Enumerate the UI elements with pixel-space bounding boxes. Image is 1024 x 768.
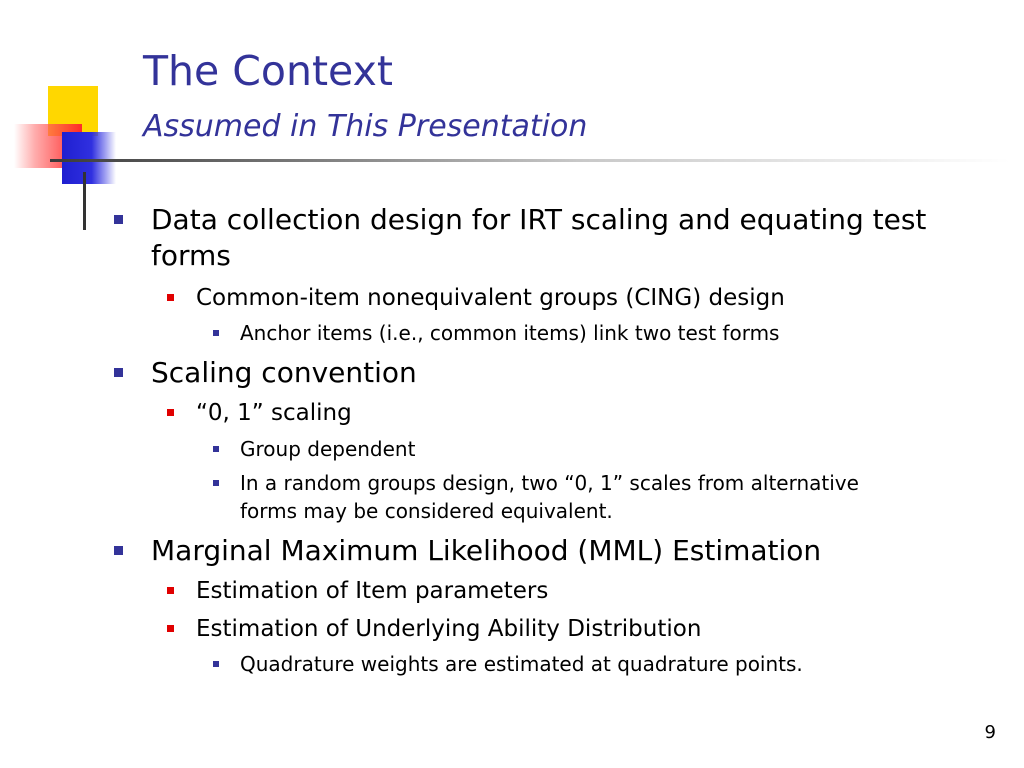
sub-sub-bullet-item <box>240 320 779 346</box>
sub-bullet-item <box>196 576 548 606</box>
sub-bullet-item <box>196 398 352 428</box>
sub-bullet-marker-icon <box>167 294 174 301</box>
sub-bullet-text: Estimation of Underlying Ability Distribution <box>196 616 702 642</box>
title-divider-line <box>50 159 1010 162</box>
slide-title: The Context <box>143 47 393 95</box>
bullet-item <box>151 355 417 391</box>
bullet-text: Scaling convention <box>151 356 417 389</box>
bullet-text: Data collection design for IRT scaling and equating test <box>151 203 927 236</box>
bullet-marker-icon <box>114 368 123 377</box>
bullet-item-continuation <box>151 238 231 274</box>
sub-sub-bullet-text: Anchor items (i.e., common items) link two test forms <box>240 321 780 345</box>
sub-sub-bullet-item <box>240 470 859 496</box>
sub-sub-bullet-text: forms may be considered equivalent. <box>240 499 613 523</box>
bullet-item <box>151 533 821 569</box>
sub-sub-bullet-item <box>240 436 415 462</box>
sub-sub-bullet-continuation <box>240 498 613 524</box>
sub-sub-bullet-marker-icon <box>213 330 219 336</box>
slide-subtitle: Assumed in This Presentation <box>143 109 588 144</box>
sub-bullet-text: Estimation of Item parameters <box>196 578 549 604</box>
bullet-text: Marginal Maximum Likelihood (MML) Estimation <box>151 534 822 567</box>
sub-bullet-marker-icon <box>167 409 174 416</box>
sub-bullet-item <box>196 283 785 313</box>
bullet-text: forms <box>151 239 231 272</box>
sub-sub-bullet-marker-icon <box>213 661 219 667</box>
sub-bullet-item <box>196 614 701 644</box>
sub-bullet-marker-icon <box>167 587 174 594</box>
sub-sub-bullet-item <box>240 651 803 677</box>
bullet-item <box>151 202 926 238</box>
page-number: 9 <box>984 722 996 743</box>
bullet-marker-icon <box>114 546 123 555</box>
logo-vertical-line <box>83 172 86 230</box>
sub-sub-bullet-marker-icon <box>213 480 219 486</box>
sub-sub-bullet-text: In a random groups design, two “0, 1” scales from alternative <box>240 471 859 495</box>
logo-blue-square <box>62 132 116 184</box>
sub-sub-bullet-marker-icon <box>213 446 219 452</box>
sub-bullet-text: Common-item nonequivalent groups (CING) design <box>196 285 785 311</box>
sub-bullet-text: “0, 1” scaling <box>196 400 352 426</box>
sub-sub-bullet-text: Quadrature weights are estimated at quadrature points. <box>240 652 803 676</box>
bullet-marker-icon <box>114 215 123 224</box>
sub-sub-bullet-text: Group dependent <box>240 437 416 461</box>
sub-bullet-marker-icon <box>167 625 174 632</box>
